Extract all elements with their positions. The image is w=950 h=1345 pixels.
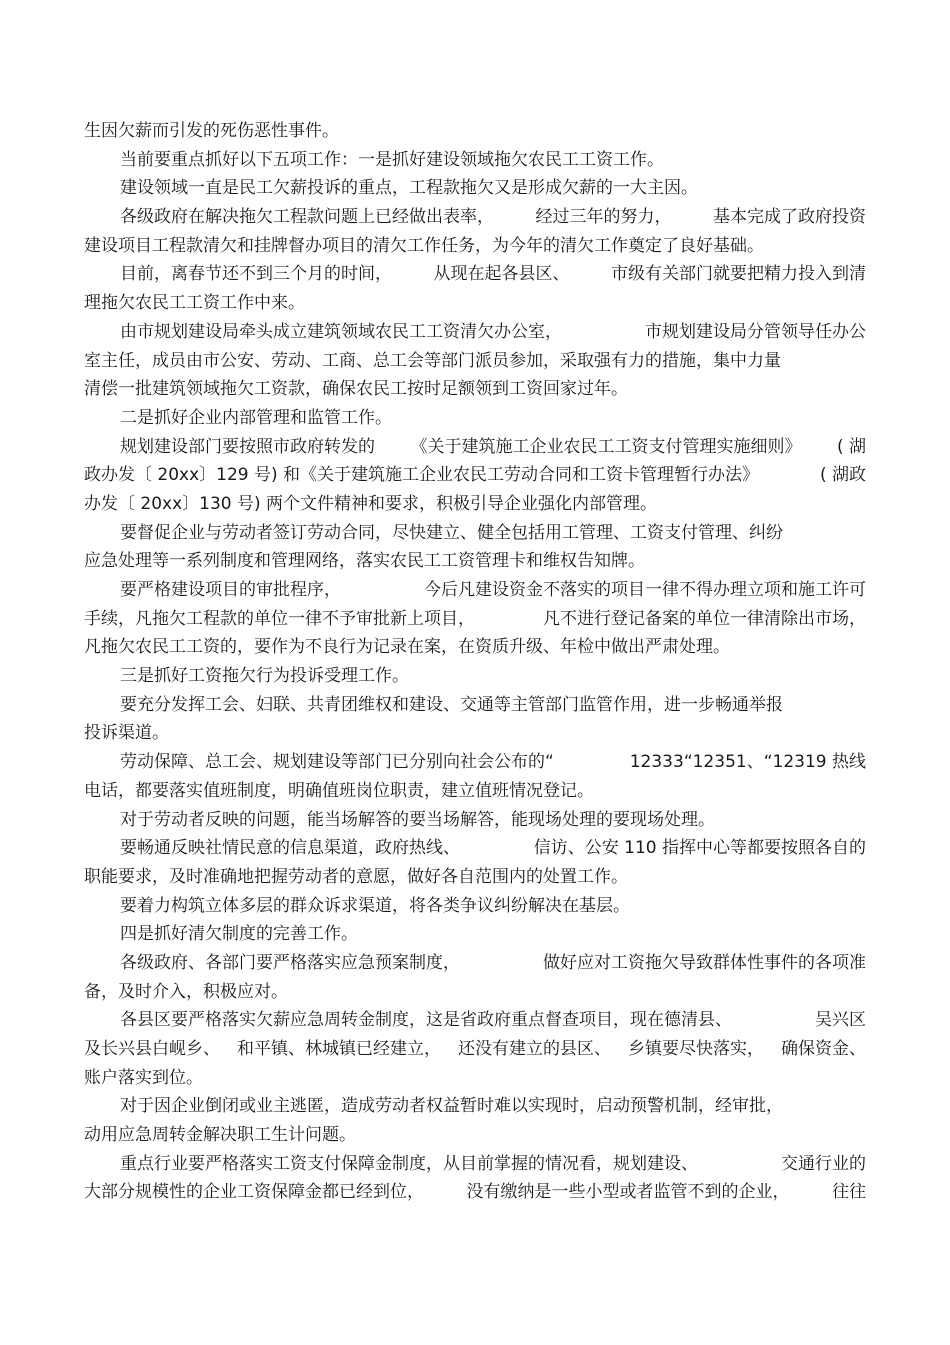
text-line bbox=[84, 1178, 866, 1207]
text-segment: 今后凡建设资金不落实的项目一律不得办理立项和施工许可 bbox=[424, 580, 866, 600]
text-segment: 各级政府、各部门要严格落实应急预案制度， bbox=[120, 952, 460, 973]
text-segment: 交通行业的 bbox=[781, 1153, 866, 1174]
text-line bbox=[84, 146, 866, 175]
text-segment: 各县区要严格落实欠薪应急周转金制度，这是省政府重点督查项目，现在德清县、 bbox=[120, 1010, 732, 1031]
text-segment: 生因欠薪而引发的死伤恶性事件。 bbox=[84, 121, 339, 141]
text-segment: 当前要重点抓好以下五项工作：一是抓好建设领域拖欠农民工工资工作。 bbox=[120, 149, 664, 170]
text-segment: 要畅通反映社情民意的信息渠道，政府热线、 bbox=[120, 838, 460, 859]
text-line bbox=[84, 318, 866, 347]
text-line bbox=[84, 662, 866, 691]
text-segment: 由市规划建设局牵头成立建筑领域农民工工资清欠办公室， bbox=[120, 321, 562, 342]
text-segment: 规划建设部门要按照市政府转发的 bbox=[120, 436, 375, 457]
text-segment: 市级有关部门就要把精力投入到清 bbox=[611, 264, 866, 285]
text-line bbox=[84, 490, 866, 519]
text-segment: 基本完成了政府投资 bbox=[713, 207, 866, 228]
text-segment: 要督促企业与劳动者签订劳动合同，尽快建立、健全包括用工管理、工资支付管理、纠纷 bbox=[120, 522, 783, 543]
text-segment: 做好应对工资拖欠导致群体性事件的各项准 bbox=[543, 952, 866, 973]
text-segment: 清偿一批建筑领域拖欠工资款，确保农民工按时足额领到工资回家过年。 bbox=[84, 379, 628, 400]
text-line bbox=[84, 174, 866, 203]
text-segment: 还没有建立的县区、 bbox=[458, 1039, 611, 1059]
text-line bbox=[84, 519, 866, 548]
text-segment: 对于劳动者反映的问题，能当场解答的要当场解答，能现场处理的要现场处理。 bbox=[120, 809, 715, 830]
text-segment: 建设项目工程款清欠和挂牌督办项目的清欠工作任务，为今年的清欠工作奠定了良好基础。 bbox=[84, 235, 764, 256]
text-line bbox=[84, 404, 866, 433]
text-line bbox=[84, 347, 866, 376]
text-line bbox=[84, 117, 866, 146]
text-line bbox=[84, 1150, 866, 1179]
text-segment: 没有缴纳是一些小型或者监管不到的企业， bbox=[466, 1182, 790, 1203]
text-segment: 劳动保障、总工会、规划建设等部门已分别向社会公布的“ bbox=[120, 752, 554, 773]
document-body bbox=[84, 117, 866, 1207]
text-line bbox=[84, 547, 866, 576]
text-segment: 账户落实到位。 bbox=[84, 1067, 203, 1088]
text-line bbox=[84, 1006, 866, 1035]
text-line bbox=[84, 1035, 866, 1064]
text-line bbox=[84, 806, 866, 835]
text-segment: 市规划建设局分管领导任办公 bbox=[645, 321, 866, 342]
text-line bbox=[84, 1092, 866, 1121]
text-line bbox=[84, 1064, 866, 1093]
text-segment: 乡镇要尽快落实， bbox=[628, 1039, 764, 1059]
text-segment: 四是抓好清欠制度的完善工作。 bbox=[120, 924, 358, 945]
text-line bbox=[84, 834, 866, 863]
text-line bbox=[84, 232, 866, 261]
text-segment: 从现在起各县区、 bbox=[433, 264, 570, 285]
text-line bbox=[84, 978, 866, 1007]
text-segment: 凡不进行登记备案的单位一律清除出市场， bbox=[543, 608, 866, 629]
text-segment: 各级政府在解决拖欠工程款问题上已经做出表率， bbox=[120, 207, 494, 228]
text-segment: 二是抓好企业内部管理和监管工作。 bbox=[120, 407, 392, 428]
text-segment: 重点行业要严格落实工资支付保障金制度，从目前掌握的情况看，规划建设、 bbox=[120, 1153, 698, 1174]
text-segment: 三是抓好工资拖欠行为投诉受理工作。 bbox=[120, 666, 409, 687]
text-line bbox=[84, 461, 866, 490]
text-segment: 和平镇、林城镇已经建立， bbox=[237, 1039, 441, 1059]
text-line bbox=[84, 633, 866, 662]
text-line bbox=[84, 289, 866, 318]
text-segment: 12333“12351、“12319 热线 bbox=[629, 752, 866, 773]
text-line bbox=[84, 949, 866, 978]
text-segment: 要充分发挥工会、妇联、共青团维权和建设、交通等主管部门监管作用，进一步畅通举报 bbox=[120, 694, 783, 715]
text-line bbox=[84, 605, 866, 634]
text-segment: 电话，都要落实值班制度，明确值班岗位职责，建立值班情况登记。 bbox=[84, 780, 594, 801]
text-segment: 建设领域一直是民工欠薪投诉的重点，工程款拖欠又是形成欠薪的一大主因。 bbox=[120, 178, 698, 199]
text-line bbox=[84, 375, 866, 404]
text-segment: ( 湖政 bbox=[819, 465, 866, 486]
text-segment: 大部分规模性的企业工资保障金都已经到位， bbox=[84, 1182, 424, 1203]
text-segment: 及长兴县白岘乡、 bbox=[84, 1039, 220, 1059]
text-segment: ( 湖 bbox=[836, 436, 866, 457]
text-line bbox=[84, 777, 866, 806]
text-segment: 职能要求，及时准确地把握劳动者的意愿，做好各自范围内的处置工作。 bbox=[84, 866, 628, 887]
text-line bbox=[84, 863, 866, 892]
text-segment: 信访、公安 110 指挥中心等都要按照各自的 bbox=[533, 838, 866, 859]
text-segment: 目前，离春节还不到三个月的时间， bbox=[120, 264, 392, 285]
text-segment: 投诉渠道。 bbox=[84, 723, 169, 744]
text-segment: 政办发〔 20xx〕129 号) 和《关于建筑施工企业农民工劳动合同和工资卡管理暂行办法》 bbox=[84, 465, 760, 486]
text-segment: 应急处理等一系列制度和管理网络，落实农民工工资管理卡和维权告知牌。 bbox=[84, 551, 645, 572]
text-segment: 要严格建设项目的审批程序， bbox=[120, 580, 341, 600]
text-segment: 要着力构筑立体多层的群众诉求渠道，将各类争议纠纷解决在基层。 bbox=[120, 895, 630, 916]
text-line bbox=[84, 892, 866, 921]
text-line bbox=[84, 748, 866, 777]
text-line bbox=[84, 203, 866, 232]
text-line bbox=[84, 576, 866, 605]
text-line bbox=[84, 433, 866, 462]
text-segment: 往往 bbox=[832, 1182, 866, 1203]
text-segment: 对于因企业倒闭或业主逃匿，造成劳动者权益暂时难以实现时，启动预警机制，经审批， bbox=[120, 1096, 783, 1117]
text-segment: 确保资金、 bbox=[781, 1039, 866, 1059]
text-segment: 吴兴区 bbox=[815, 1010, 866, 1031]
text-line bbox=[84, 920, 866, 949]
text-segment: 动用应急周转金解决职工生计问题。 bbox=[84, 1125, 356, 1146]
text-segment: 办发〔 20xx〕130 号) 两个文件精神和要求，积极引导企业强化内部管理。 bbox=[84, 493, 658, 514]
text-line bbox=[84, 691, 866, 720]
text-segment: 手续，凡拖欠工程款的单位一律不予审批新上项目， bbox=[84, 608, 475, 629]
text-segment: 备，及时介入，积极应对。 bbox=[84, 981, 288, 1002]
text-segment: 理拖欠农民工工资工作中来。 bbox=[84, 293, 305, 314]
text-segment: 经过三年的努力， bbox=[535, 207, 672, 228]
text-line bbox=[84, 260, 866, 289]
text-segment: 《关于建筑施工企业农民工工资支付管理实施细则》 bbox=[410, 436, 802, 457]
text-line bbox=[84, 719, 866, 748]
text-line bbox=[84, 1121, 866, 1150]
text-segment: 凡拖欠农民工工资的，要作为不良行为记录在案，在资质升级、年检中做出严肃处理。 bbox=[84, 637, 730, 658]
text-segment: 室主任，成员由市公安、劳动、工商、总工会等部门派员参加，采取强有力的措施，集中力量 bbox=[84, 350, 781, 371]
